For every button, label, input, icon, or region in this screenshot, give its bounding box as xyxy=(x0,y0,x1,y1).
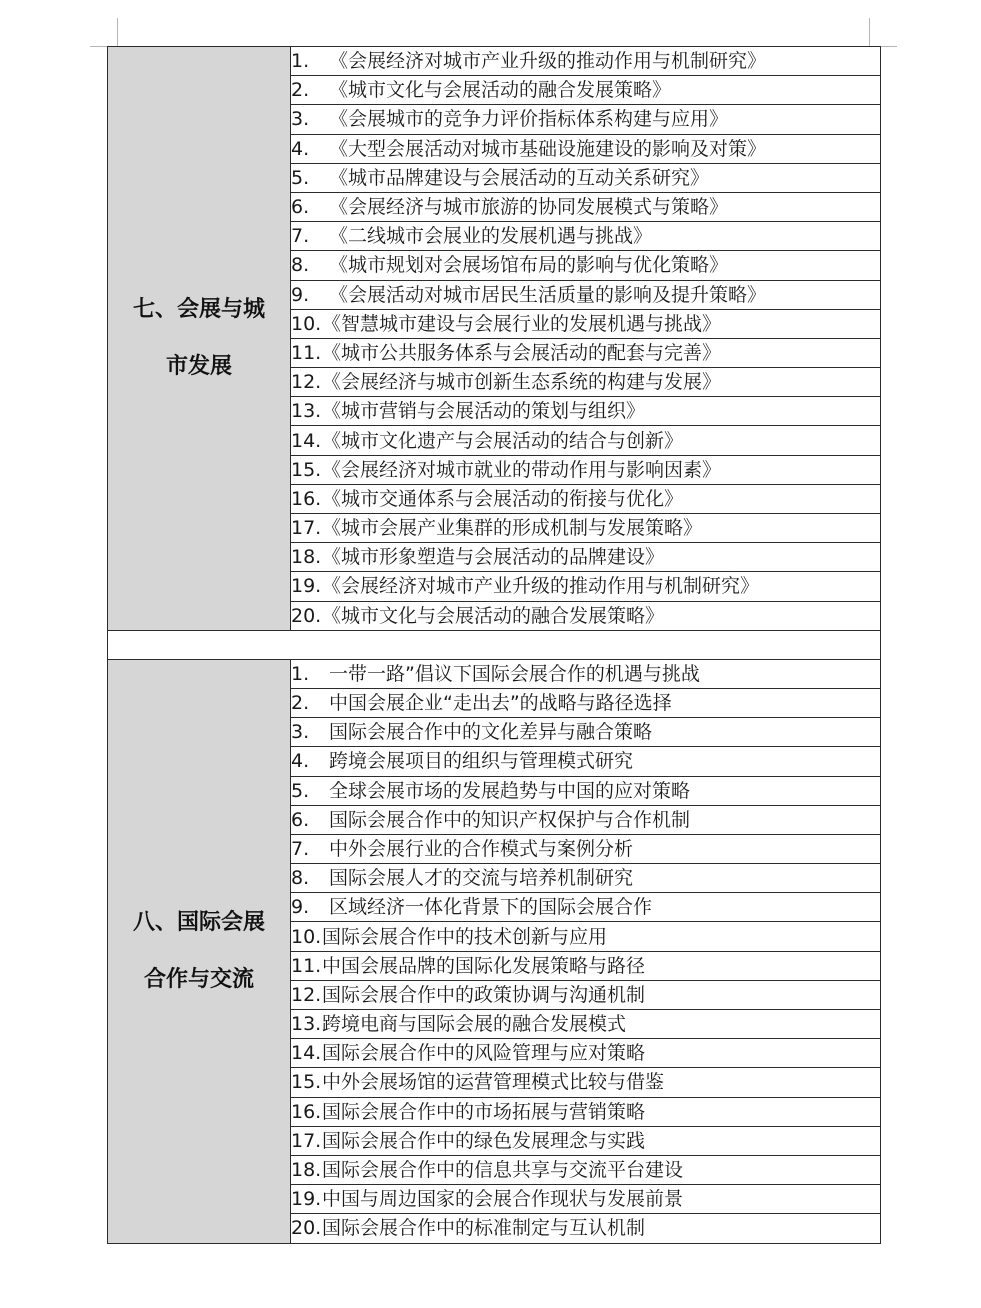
topic-item xyxy=(291,543,881,572)
topic-title: 中国会展品牌的国际化发展策略与路径 xyxy=(322,954,646,977)
topic-item xyxy=(291,1068,881,1097)
topic-title: 全球会展市场的发展趋势与中国的应对策略 xyxy=(329,779,691,802)
topic-title: 《会展城市的竞争力评价指标体系构建与应用》 xyxy=(329,108,729,131)
topic-item xyxy=(291,455,881,484)
topic-title: 《二线城市会展业的发展机遇与挑战》 xyxy=(329,225,653,248)
topic-item xyxy=(291,1039,881,1068)
topic-number: 9. xyxy=(291,283,310,306)
topic-number: 6. xyxy=(291,808,310,831)
topic-item xyxy=(291,572,881,601)
topic-item xyxy=(291,484,881,513)
topic-title: 《城市文化遗产与会展活动的结合与创新》 xyxy=(322,429,684,452)
topic-title: 中国与周边国家的会展合作现状与发展前景 xyxy=(322,1188,684,1211)
topic-number: 17. xyxy=(291,1129,322,1152)
topic-item xyxy=(291,747,881,776)
topic-item xyxy=(291,251,881,280)
topics-table xyxy=(107,46,881,1244)
topic-title: 《会展经济对城市产业升级的推动作用与机制研究》 xyxy=(322,575,760,598)
topic-item xyxy=(291,805,881,834)
margin-corner-mark xyxy=(117,18,118,46)
topic-number: 13. xyxy=(291,400,322,423)
topic-number: 4. xyxy=(291,750,310,773)
topic-number: 2. xyxy=(291,79,310,102)
topic-item xyxy=(291,922,881,951)
topic-number: 3. xyxy=(291,108,310,131)
topic-item xyxy=(291,105,881,134)
topic-number: 16. xyxy=(291,1100,322,1123)
topic-number: 1. xyxy=(291,662,310,685)
topic-title: 国际会展合作中的知识产权保护与合作机制 xyxy=(329,808,691,831)
topic-title: 《城市文化与会展活动的融合发展策略》 xyxy=(322,604,665,627)
topic-number: 19. xyxy=(291,575,322,598)
topic-number: 12. xyxy=(291,983,322,1006)
topic-number: 15. xyxy=(291,1071,322,1094)
topic-item xyxy=(291,980,881,1009)
topic-title: 跨境会展项目的组织与管理模式研究 xyxy=(329,750,634,773)
topic-number: 8. xyxy=(291,867,310,890)
topic-item xyxy=(291,776,881,805)
topic-title: 《会展经济与城市创新生态系统的构建与发展》 xyxy=(322,371,722,394)
topic-item xyxy=(291,601,881,630)
topic-item xyxy=(291,1155,881,1184)
topic-number: 4. xyxy=(291,137,310,160)
topic-title: 国际会展合作中的信息共享与交流平台建设 xyxy=(322,1159,684,1182)
topic-item xyxy=(291,864,881,893)
section-title-line: 合作与交流 xyxy=(143,967,254,993)
topic-number: 14. xyxy=(291,429,322,452)
topic-number: 17. xyxy=(291,517,322,540)
section-category-cell xyxy=(108,47,291,631)
section-spacer-row xyxy=(108,630,881,659)
section-title-line: 八、国际会展 xyxy=(132,910,265,936)
topic-row xyxy=(108,659,881,688)
topic-item xyxy=(291,514,881,543)
topic-title: 中外会展行业的合作模式与案例分析 xyxy=(329,837,634,860)
topic-item xyxy=(291,1214,881,1243)
topic-number: 19. xyxy=(291,1188,322,1211)
topic-item xyxy=(291,688,881,717)
topic-number: 18. xyxy=(291,1159,322,1182)
topic-title: 国际会展合作中的技术创新与应用 xyxy=(322,925,608,948)
topic-title: 《城市品牌建设与会展活动的互动关系研究》 xyxy=(329,166,710,189)
topic-title: 国际会展人才的交流与培养机制研究 xyxy=(329,867,634,890)
topic-number: 1. xyxy=(291,50,310,73)
section-spacer xyxy=(108,630,881,659)
topic-item xyxy=(291,951,881,980)
topic-number: 20. xyxy=(291,1217,322,1240)
topic-item xyxy=(291,1010,881,1039)
topic-title: 国际会展合作中的政策协调与沟通机制 xyxy=(322,983,646,1006)
topic-title: 《城市形象塑造与会展活动的品牌建设》 xyxy=(322,546,665,569)
topic-number: 8. xyxy=(291,254,310,277)
topic-number: 7. xyxy=(291,225,310,248)
section-title-line: 市发展 xyxy=(165,354,232,380)
topic-number: 3. xyxy=(291,721,310,744)
topic-title: 跨境电商与国际会展的融合发展模式 xyxy=(322,1013,627,1036)
topic-item xyxy=(291,280,881,309)
topic-item xyxy=(291,368,881,397)
topic-title: 国际会展合作中的市场拓展与营销策略 xyxy=(322,1100,646,1123)
topic-title: 区域经济一体化背景下的国际会展合作 xyxy=(329,896,653,919)
topic-title: 《智慧城市建设与会展行业的发展机遇与挑战》 xyxy=(322,312,722,335)
section-title-line: 七、会展与城 xyxy=(132,297,265,323)
topic-number: 12. xyxy=(291,371,322,394)
topic-number: 11. xyxy=(291,341,322,364)
topic-number: 13. xyxy=(291,1013,322,1036)
topic-title: 《城市会展产业集群的形成机制与发展策略》 xyxy=(322,517,703,540)
topic-item xyxy=(291,134,881,163)
topic-title: 中国会展企业“走出去”的战略与路径选择 xyxy=(329,692,672,715)
topic-title: 《城市文化与会展活动的融合发展策略》 xyxy=(329,79,672,102)
topic-item xyxy=(291,834,881,863)
topic-item xyxy=(291,309,881,338)
topic-title: 《城市规划对会展场馆布局的影响与优化策略》 xyxy=(329,254,729,277)
topic-number: 9. xyxy=(291,896,310,919)
topic-item xyxy=(291,397,881,426)
topic-item xyxy=(291,1185,881,1214)
topic-title: 《会展经济对城市产业升级的推动作用与机制研究》 xyxy=(329,50,767,73)
topic-title: 《城市公共服务体系与会展活动的配套与完善》 xyxy=(322,341,722,364)
topic-item xyxy=(291,47,881,76)
topic-number: 5. xyxy=(291,779,310,802)
topic-item xyxy=(291,659,881,688)
topic-title: 中外会展场馆的运营管理模式比较与借鉴 xyxy=(322,1071,665,1094)
section-category-cell xyxy=(108,659,291,1243)
topic-item xyxy=(291,718,881,747)
topic-number: 10. xyxy=(291,312,322,335)
topic-title: 《城市交通体系与会展活动的衔接与优化》 xyxy=(322,487,684,510)
topic-number: 20. xyxy=(291,604,322,627)
topic-number: 10. xyxy=(291,925,322,948)
topic-title: 《会展经济对城市就业的带动作用与影响因素》 xyxy=(322,458,722,481)
topic-title: 《城市营销与会展活动的策划与组织》 xyxy=(322,400,646,423)
topic-number: 6. xyxy=(291,196,310,219)
topic-number: 16. xyxy=(291,487,322,510)
topic-item xyxy=(291,163,881,192)
topic-title: 国际会展合作中的文化差异与融合策略 xyxy=(329,721,653,744)
topic-title: 《会展活动对城市居民生活质量的影响及提升策略》 xyxy=(329,283,767,306)
topic-number: 2. xyxy=(291,692,310,715)
topic-number: 15. xyxy=(291,458,322,481)
topic-item xyxy=(291,426,881,455)
topic-title: 国际会展合作中的标准制定与互认机制 xyxy=(322,1217,646,1240)
topic-title: 国际会展合作中的风险管理与应对策略 xyxy=(322,1042,646,1065)
topic-item xyxy=(291,338,881,367)
topic-title: 《会展经济与城市旅游的协同发展模式与策略》 xyxy=(329,196,729,219)
topic-title: 国际会展合作中的绿色发展理念与实践 xyxy=(322,1129,646,1152)
topic-item xyxy=(291,222,881,251)
topic-item xyxy=(291,1126,881,1155)
topic-number: 18. xyxy=(291,546,322,569)
topic-title: 《大型会展活动对城市基础设施建设的影响及对策》 xyxy=(329,137,767,160)
topic-number: 5. xyxy=(291,166,310,189)
topic-number: 14. xyxy=(291,1042,322,1065)
topic-item xyxy=(291,893,881,922)
topic-row xyxy=(108,47,881,76)
topic-title: 一带一路”倡议下国际会展合作的机遇与挑战 xyxy=(329,662,700,685)
topic-item xyxy=(291,192,881,221)
topic-item xyxy=(291,76,881,105)
topic-item xyxy=(291,1097,881,1126)
topic-number: 11. xyxy=(291,954,322,977)
margin-corner-mark xyxy=(869,18,870,46)
topic-number: 7. xyxy=(291,837,310,860)
